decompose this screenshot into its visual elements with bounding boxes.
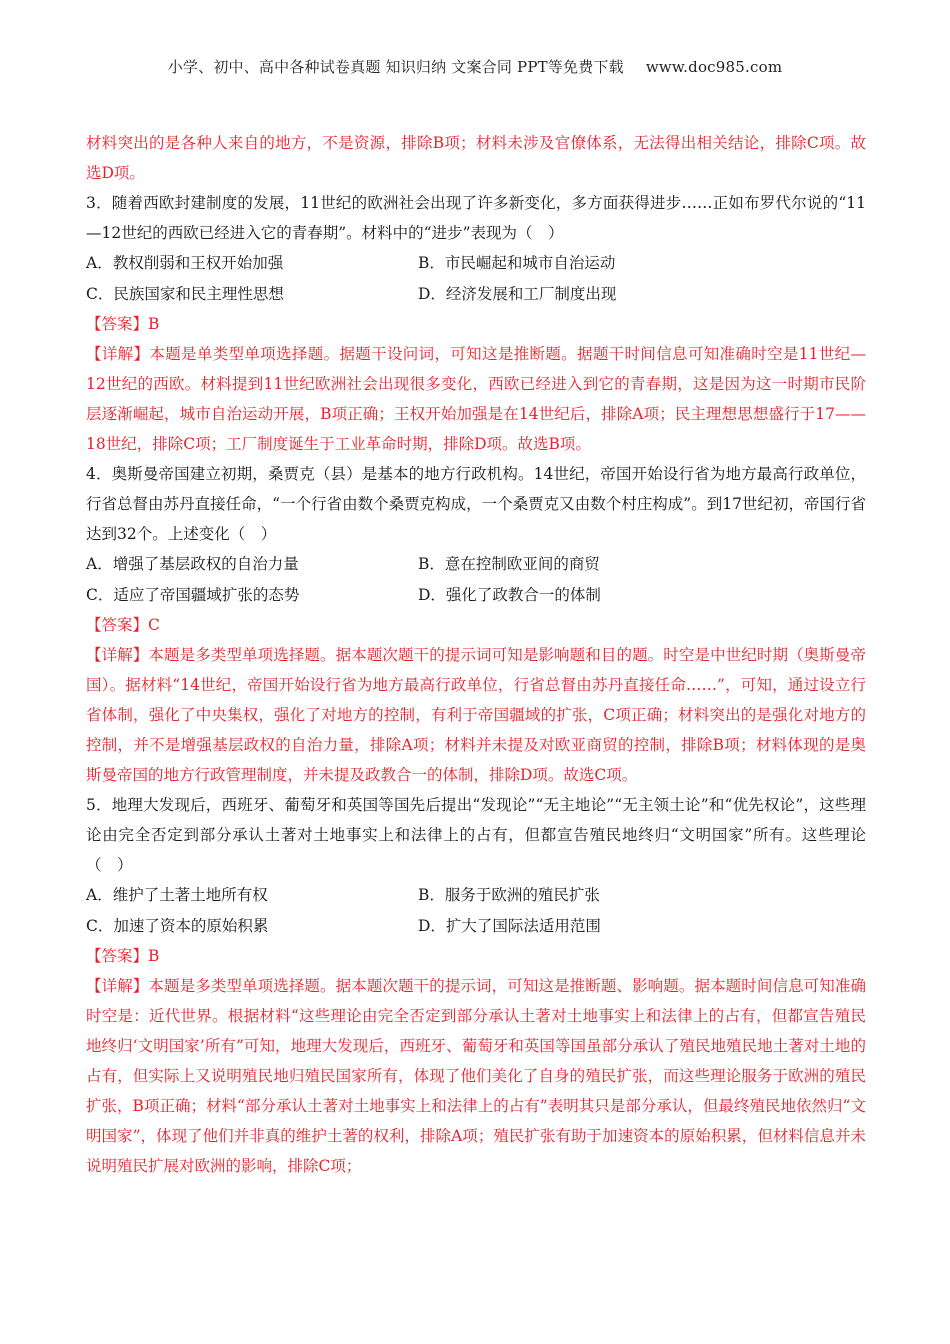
header-site: www.doc985.com	[645, 58, 783, 76]
question-4-stem: 4．奥斯曼帝国建立初期，桑贾克（县）是基本的地方行政机构。14世纪，帝国开始设行省为地方最高行政单位，行省总督由苏丹直接任命，“一个行省由数个桑贾克构成，一个桑贾克又由数个村庄构成”。到17世纪初，帝国行省达到32个。上述变化（ ）	[86, 465, 866, 543]
question-5-options	[86, 880, 866, 941]
question-5-option-a: A．维护了土著土地所有权	[86, 886, 268, 904]
question-5-answer: 【答案】B	[86, 947, 160, 965]
question-3-option-a: A．教权削弱和王权开始加强	[86, 254, 284, 272]
question-3-explanation: 【详解】本题是单类型单项选择题。据题干设问词，可知这是推断题。据题干时间信息可知准确时空是11世纪—12世纪的西欧。材料提到11世纪欧洲社会出现很多变化，西欧已经进入到它的青春期，这是因为这一时期市民阶层逐渐崛起，城市自治运动开展，B项正确；王权开始加强是在14世纪后，排除A项；民主理想思想盛行于17——18世纪，排除C项；工厂制度诞生于工业革命时期，排除D项。故选B项。	[86, 345, 866, 453]
question-3-option-c: C．民族国家和民主理性思想	[86, 284, 284, 303]
question-5-stem: 5．地理大发现后，西班牙、葡萄牙和英国等国先后提出“发现论”“无主地论”“无主领土论”和“优先权论”，这些理论由完全否定到部分承认土著对土地事实上和法律上的占有，但都宣告殖民地终归“文明国家”所有。这些理论（ ）	[86, 796, 866, 874]
question-4-option-d: D．强化了政教合一的体制	[418, 585, 601, 604]
question-3-answer: 【答案】B	[86, 315, 160, 333]
question-4-option-c: C．适应了帝国疆域扩张的态势	[86, 585, 300, 604]
question-5-option-b: B．服务于欧洲的殖民扩张	[418, 886, 600, 904]
question-5-option-c: C．加速了资本的原始积累	[86, 916, 269, 935]
question-5-option-d: D．扩大了国际法适用范围	[418, 916, 601, 935]
lead-explanation: 材料突出的是各种人来自的地方，不是资源，排除B项；材料未涉及官僚体系，无法得出相关结论，排除C项。故选D项。	[86, 134, 866, 182]
question-5-explanation: 【详解】本题是多类型单项选择题。据本题次题干的提示词，可知这是推断题、影响题。据本题时间信息可知准确时空是：近代世界。根据材料“这些理论由完全否定到部分承认土著对土地事实上和法律上的占有，但都宣告殖民地终归‘文明国家’所有”可知，地理大发现后，西班牙、葡萄牙和英国等国虽部分承认了殖民地殖民地土著对土地的占有，但实际上又说明殖民地归殖民国家所有，体现了他们美化了自身的殖民扩张，而这些理论服务于欧洲的殖民扩张，B项正确；材料“部分承认土著对土地事实上和法律上的占有”表明其只是部分承认，但最终殖民地依然归“文明国家”，体现了他们并非真的维护土著的权利，排除A项；殖民扩张有助于加速资本的原始积累，但材料信息并未说明殖民扩展对欧洲的影响，排除C项；	[86, 977, 866, 1175]
question-3-stem: 3．随着西欧封建制度的发展，11世纪的欧洲社会出现了许多新变化，多方面获得进步……正如布罗代尔说的“11—12世纪的西欧已经进入它的青春期”。材料中的“进步”表现为（ ）	[86, 194, 866, 242]
question-4-option-a: A．增强了基层政权的自治力量	[86, 555, 299, 573]
header-text: 小学、初中、高中各种试卷真题 知识归纳 文案合同 PPT等免费下载	[167, 58, 624, 76]
question-3-options	[86, 248, 866, 309]
question-4-options	[86, 549, 866, 610]
page-header	[0, 56, 950, 77]
question-3-option-d: D．经济发展和工厂制度出现	[418, 284, 617, 303]
document-body	[86, 128, 866, 1181]
question-3-option-b: B．市民崛起和城市自治运动	[418, 254, 616, 272]
question-4-explanation: 【详解】本题是多类型单项选择题。据本题次题干的提示词可知是影响题和目的题。时空是中世纪时期（奥斯曼帝国）。据材料“14世纪，帝国开始设行省为地方最高行政单位，行省总督由苏丹直接任命……”，可知，通过设立行省体制，强化了中央集权，强化了对地方的控制，有利于帝国疆域的扩张，C项正确；材料突出的是强化对地方的控制，并不是增强基层政权的自治力量，排除A项；材料并未提及对欧亚商贸的控制，排除B项；材料体现的是奥斯曼帝国的地方行政管理制度，并未提及政教合一的体制，排除D项。故选C项。	[86, 646, 866, 784]
question-4-option-b: B．意在控制欧亚间的商贸	[418, 555, 600, 573]
question-4-answer: 【答案】C	[86, 616, 160, 634]
